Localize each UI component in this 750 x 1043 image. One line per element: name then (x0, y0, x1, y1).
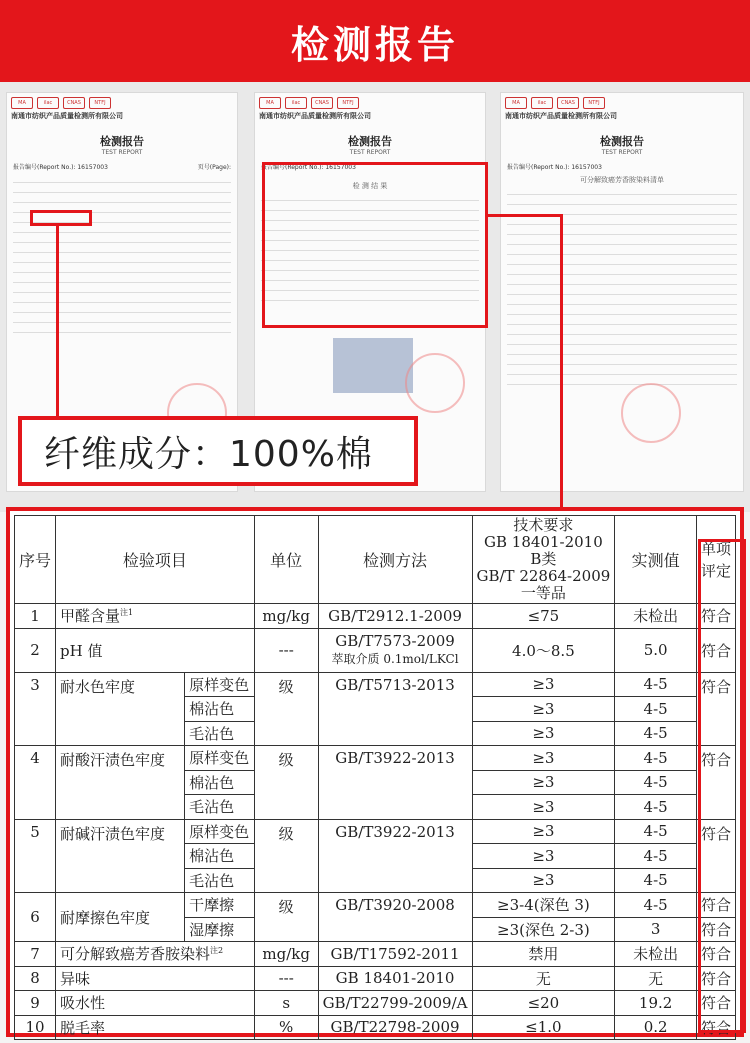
row-no: 10 (15, 1015, 56, 1040)
table-row (15, 942, 736, 967)
row-method: GB/T5713-2013 (318, 672, 472, 746)
item-note: 注2 (210, 946, 224, 956)
item-text: 可分解致癌芳香胺染料 (60, 945, 211, 964)
row-verdict: 符合 (696, 917, 735, 942)
row-verdict: 符合 (696, 991, 735, 1016)
row-requirement: ≥3 (472, 672, 615, 697)
row-item: pH 值 (56, 628, 255, 672)
ilac-logo: ilac (37, 97, 59, 109)
method-note: 萃取介质 0.1mol/LKCl (331, 652, 459, 666)
cert-logos (501, 93, 743, 111)
row-method (318, 628, 472, 672)
row-requirement: ≤75 (472, 604, 615, 629)
row-verdict: 符合 (696, 966, 735, 991)
col-item: 检验项目 (56, 516, 255, 604)
row-no: 2 (15, 628, 56, 672)
row-value: 未检出 (615, 942, 697, 967)
row-unit: 级 (254, 746, 318, 820)
cnas-logo: CNAS (311, 97, 333, 109)
row-value: 4-5 (615, 721, 697, 746)
method-text: GB/T7573-2009 (335, 632, 455, 650)
row-value: 4-5 (615, 893, 697, 918)
table-header-row (15, 516, 736, 604)
row-value: 0.2 (615, 1015, 697, 1040)
row-method: GB/T17592-2011 (318, 942, 472, 967)
report-number: 报告编号(Report No.): 16157003 (13, 164, 108, 171)
row-method: GB/T3920-2008 (318, 893, 472, 942)
row-method: GB/T2912.1-2009 (318, 604, 472, 629)
row-no: 4 (15, 746, 56, 820)
row-unit: s (254, 991, 318, 1016)
row-subitem: 棉沾色 (185, 697, 255, 722)
row-subitem: 原样变色 (185, 672, 255, 697)
row-method: GB 18401-2010 (318, 966, 472, 991)
connector-line (486, 214, 562, 217)
row-subitem: 毛沾色 (185, 721, 255, 746)
row-item (56, 942, 255, 967)
fiber-composition: 纤维成分：100%棉 (44, 433, 373, 475)
row-requirement: 禁用 (472, 942, 615, 967)
verdict-header-2: 评定 (700, 561, 731, 580)
row-no: 5 (15, 819, 56, 893)
row-verdict: 符合 (696, 746, 735, 820)
row-value: 未检出 (615, 604, 697, 629)
ntfj-logo: NTFJ (89, 97, 111, 109)
row-no: 9 (15, 991, 56, 1016)
row-subitem: 原样变色 (185, 819, 255, 844)
col-method: 检测方法 (318, 516, 472, 604)
row-no: 8 (15, 966, 56, 991)
row-method: GB/T22799-2009/A (318, 991, 472, 1016)
ma-logo: MA (505, 97, 527, 109)
req-header-1: 技术要求 (513, 516, 574, 534)
row-subitem: 棉沾色 (185, 844, 255, 869)
table-row (15, 966, 736, 991)
report-title: 检测报告 (348, 135, 392, 148)
report-page-3 (500, 92, 744, 492)
results-table-panel (6, 507, 744, 1037)
ntfj-logo: NTFJ (583, 97, 605, 109)
row-subitem: 湿摩擦 (185, 917, 255, 942)
row-requirement: ≥3 (472, 770, 615, 795)
row-requirement: ≥3 (472, 721, 615, 746)
row-value: 4-5 (615, 868, 697, 893)
row-verdict: 符合 (696, 628, 735, 672)
verdict-highlight (698, 539, 746, 1033)
results-table (14, 515, 736, 1040)
row-unit: mg/kg (254, 942, 318, 967)
row-method: GB/T22798-2009 (318, 1015, 472, 1040)
item-note: 注1 (120, 608, 134, 618)
fiber-composition-callout (18, 416, 418, 486)
table-row (15, 604, 736, 629)
item-text: 甲醛含量 (60, 607, 121, 626)
row-value: 4-5 (615, 672, 697, 697)
row-item (56, 604, 255, 629)
row-verdict: 符合 (696, 672, 735, 746)
row-item: 耐摩擦色牢度 (56, 893, 185, 942)
row-unit: 级 (254, 819, 318, 893)
ilac-logo: ilac (285, 97, 307, 109)
row-requirement: ≥3 (472, 697, 615, 722)
fiber-highlight (30, 210, 92, 226)
row-item: 耐酸汗渍色牢度 (56, 746, 185, 820)
row-verdict: 符合 (696, 893, 735, 918)
row-no: 1 (15, 604, 56, 629)
results-highlight (262, 162, 488, 328)
row-verdict: 符合 (696, 819, 735, 893)
row-value: 19.2 (615, 991, 697, 1016)
row-value: 3 (615, 917, 697, 942)
row-requirement: ≥3-4(深色 3) (472, 893, 615, 918)
row-verdict: 符合 (696, 942, 735, 967)
row-requirement: ≥3(深色 2-3) (472, 917, 615, 942)
req-header-2: GB 18401-2010 (484, 533, 603, 551)
row-requirement: ≤20 (472, 991, 615, 1016)
sample-photo (333, 338, 413, 393)
row-requirement: 无 (472, 966, 615, 991)
summary-title: 检 测 结 果 (352, 182, 388, 190)
row-unit: 级 (254, 893, 318, 942)
seal-stamp (405, 353, 465, 413)
row-value: 4-5 (615, 795, 697, 820)
table-row (15, 893, 736, 918)
cnas-logo: CNAS (557, 97, 579, 109)
cert-logos (7, 93, 237, 111)
row-verdict: 符合 (696, 604, 735, 629)
row-method: GB/T3922-2013 (318, 746, 472, 820)
report-number: 报告编号(Report No.): 16157003 (261, 164, 356, 171)
row-requirement: 4.0～8.5 (472, 628, 615, 672)
report-title-en: TEST REPORT (349, 149, 391, 156)
report-number: 报告编号(Report No.): 16157003 (507, 164, 602, 171)
col-unit: 单位 (254, 516, 318, 604)
row-requirement: ≥3 (472, 868, 615, 893)
row-no: 7 (15, 942, 56, 967)
row-requirement: ≥3 (472, 819, 615, 844)
row-item: 脱毛率 (56, 1015, 255, 1040)
cnas-logo: CNAS (63, 97, 85, 109)
org-name: 南通市纺织产品质量检测所有限公司 (259, 112, 371, 120)
report-title: 检测报告 (100, 135, 144, 148)
row-unit: % (254, 1015, 318, 1040)
row-value: 无 (615, 966, 697, 991)
row-subitem: 原样变色 (185, 746, 255, 771)
connector-line (560, 214, 563, 507)
amine-list-title: 可分解致癌芳香胺染料清单 (580, 176, 664, 184)
row-requirement: ≥3 (472, 746, 615, 771)
row-subitem: 干摩擦 (185, 893, 255, 918)
req-header-4: GB/T 22864-2009 (476, 567, 611, 585)
table-row (15, 628, 736, 672)
row-item: 异味 (56, 966, 255, 991)
report-title-en: TEST REPORT (601, 149, 643, 156)
row-value: 4-5 (615, 770, 697, 795)
verdict-header-1: 单项 (700, 539, 731, 558)
org-name: 南通市纺织产品质量检测所有限公司 (11, 112, 123, 120)
row-method: GB/T3922-2013 (318, 819, 472, 893)
row-value: 5.0 (615, 628, 697, 672)
row-unit: --- (254, 966, 318, 991)
row-subitem: 毛沾色 (185, 795, 255, 820)
row-no: 6 (15, 893, 56, 942)
row-value: 4-5 (615, 844, 697, 869)
row-unit: --- (254, 628, 318, 672)
page-banner (0, 0, 750, 82)
table-row (15, 991, 736, 1016)
row-item: 吸水性 (56, 991, 255, 1016)
col-measured: 实测值 (615, 516, 697, 604)
row-verdict: 符合 (696, 1015, 735, 1040)
row-item: 耐水色牢度 (56, 672, 185, 746)
row-subitem: 毛沾色 (185, 868, 255, 893)
row-value: 4-5 (615, 697, 697, 722)
row-requirement: ≤1.0 (472, 1015, 615, 1040)
col-no: 序号 (15, 516, 56, 604)
row-subitem: 棉沾色 (185, 770, 255, 795)
table-row (15, 1015, 736, 1040)
ma-logo: MA (259, 97, 281, 109)
row-value: 4-5 (615, 819, 697, 844)
report-title: 检测报告 (600, 135, 644, 148)
connector-line (56, 226, 59, 416)
page-label: 页号(Page): (197, 164, 231, 171)
seal-stamp (621, 383, 681, 443)
ma-logo: MA (11, 97, 33, 109)
cert-logos (255, 93, 485, 111)
col-requirement (472, 516, 615, 604)
report-title-en: TEST REPORT (101, 149, 143, 156)
row-unit: 级 (254, 672, 318, 746)
row-item: 耐碱汗渍色牢度 (56, 819, 185, 893)
ntfj-logo: NTFJ (337, 97, 359, 109)
row-requirement: ≥3 (472, 795, 615, 820)
table-row (15, 819, 736, 844)
ilac-logo: ilac (531, 97, 553, 109)
banner-title: 检测报告 (290, 22, 459, 67)
table-row (15, 672, 736, 697)
row-no: 3 (15, 672, 56, 746)
table-row (15, 746, 736, 771)
org-name: 南通市纺织产品质量检测所有限公司 (505, 112, 617, 120)
req-header-3: B类 (530, 550, 557, 568)
row-requirement: ≥3 (472, 844, 615, 869)
row-value: 4-5 (615, 746, 697, 771)
report-number-row (7, 156, 237, 173)
req-header-5: 一等品 (520, 584, 566, 602)
report-number-row (501, 156, 743, 173)
row-unit: mg/kg (254, 604, 318, 629)
